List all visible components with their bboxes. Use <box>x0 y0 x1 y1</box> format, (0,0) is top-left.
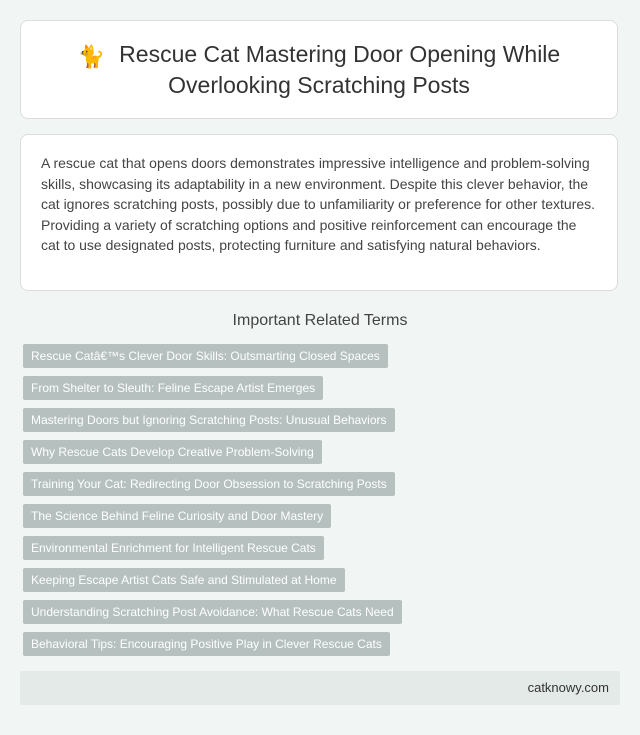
term-tag[interactable]: Training Your Cat: Redirecting Door Obsession to Scratching Posts <box>23 472 395 496</box>
term-tag[interactable]: Understanding Scratching Post Avoidance: What Rescue Cats Need <box>23 600 402 624</box>
related-terms-list <box>23 344 402 664</box>
term-item <box>23 600 402 624</box>
description-text: A rescue cat that opens doors demonstrates impressive intelligence and problem-solving skills, showcasing its adaptability in a new environment. Despite this clever behavior, the cat ignores scratching posts, possibly due to unfamiliarity or preference for other textures. Providing a variety of scratching options and positive reinforcement can encourage the cat to use designated posts, protecting furniture and satisfying natural behaviors. <box>41 155 596 253</box>
term-item <box>23 536 402 560</box>
term-tag[interactable]: From Shelter to Sleuth: Feline Escape Artist Emerges <box>23 376 323 400</box>
description-card <box>20 134 618 291</box>
footer-site-link[interactable]: catknowy.com <box>527 680 609 695</box>
term-item <box>23 376 402 400</box>
term-item <box>23 440 402 464</box>
term-tag[interactable]: The Science Behind Feline Curiosity and Door Mastery <box>23 504 331 528</box>
term-item <box>23 408 402 432</box>
term-tag[interactable]: Keeping Escape Artist Cats Safe and Stimulated at Home <box>23 568 345 592</box>
title-card <box>20 20 618 119</box>
term-tag[interactable]: Mastering Doors but Ignoring Scratching Posts: Unusual Behaviors <box>23 408 395 432</box>
term-item <box>23 344 402 368</box>
term-item <box>23 472 402 496</box>
page-title <box>51 40 587 100</box>
term-item <box>23 504 402 528</box>
term-item <box>23 568 402 592</box>
related-terms-heading: Important Related Terms <box>232 312 408 329</box>
term-tag[interactable]: Rescue Catâ€™s Clever Door Skills: Outsmarting Closed Spaces <box>23 344 388 368</box>
cat-icon: 🐈 <box>77 43 106 69</box>
term-tag[interactable]: Why Rescue Cats Develop Creative Problem-Solving <box>23 440 322 464</box>
footer <box>20 671 620 705</box>
term-item <box>23 632 402 656</box>
term-tag[interactable]: Environmental Enrichment for Intelligent Rescue Cats <box>23 536 324 560</box>
term-tag[interactable]: Behavioral Tips: Encouraging Positive Play in Clever Rescue Cats <box>23 632 390 656</box>
page-title-text: Rescue Cat Mastering Door Opening While Overlooking Scratching Posts <box>119 40 561 98</box>
